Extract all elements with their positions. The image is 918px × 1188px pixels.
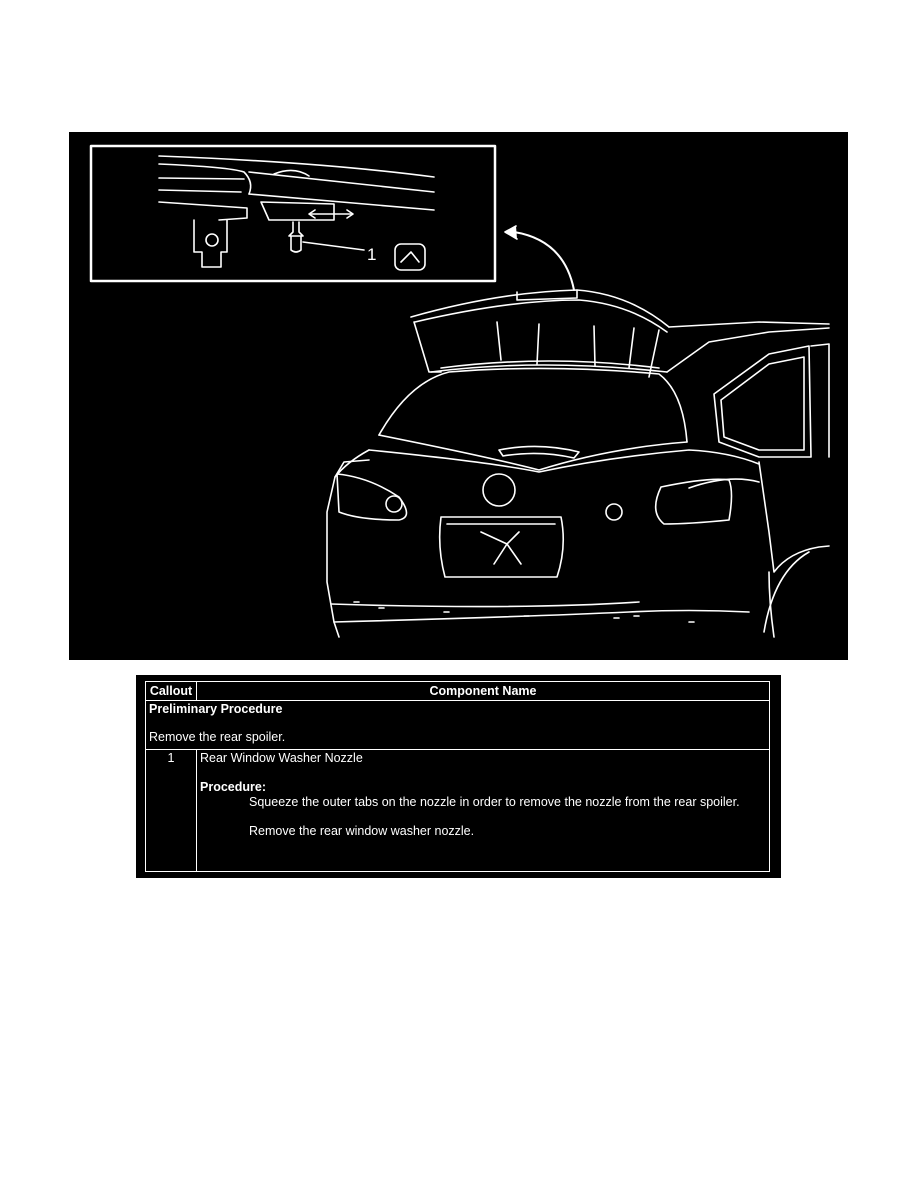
header-callout: Callout (146, 682, 197, 701)
preliminary-text: Remove the rear spoiler. (149, 730, 286, 744)
preliminary-procedure-row (146, 701, 770, 750)
callout-table-grid (145, 681, 770, 872)
preliminary-procedure-cell (146, 701, 770, 750)
component-cell (197, 750, 770, 872)
procedure-step: Squeeze the outer tabs on the nozzle in order to remove the nozzle from the rear spoiler. (249, 795, 740, 809)
callout-number: 1 (146, 750, 197, 872)
table-header-row (146, 682, 770, 701)
component-name: Rear Window Washer Nozzle (200, 751, 363, 765)
vehicle-rear-drawing (69, 132, 848, 660)
callout-label-1: 1 (367, 245, 377, 264)
callout-table (136, 675, 781, 878)
procedure-heading: Procedure: (200, 780, 266, 794)
procedure-step: Remove the rear window washer nozzle. (249, 824, 475, 838)
table-row (146, 750, 770, 872)
preliminary-heading: Preliminary Procedure (149, 702, 283, 716)
header-component-name: Component Name (197, 682, 770, 701)
rear-spoiler-illustration (69, 132, 848, 660)
